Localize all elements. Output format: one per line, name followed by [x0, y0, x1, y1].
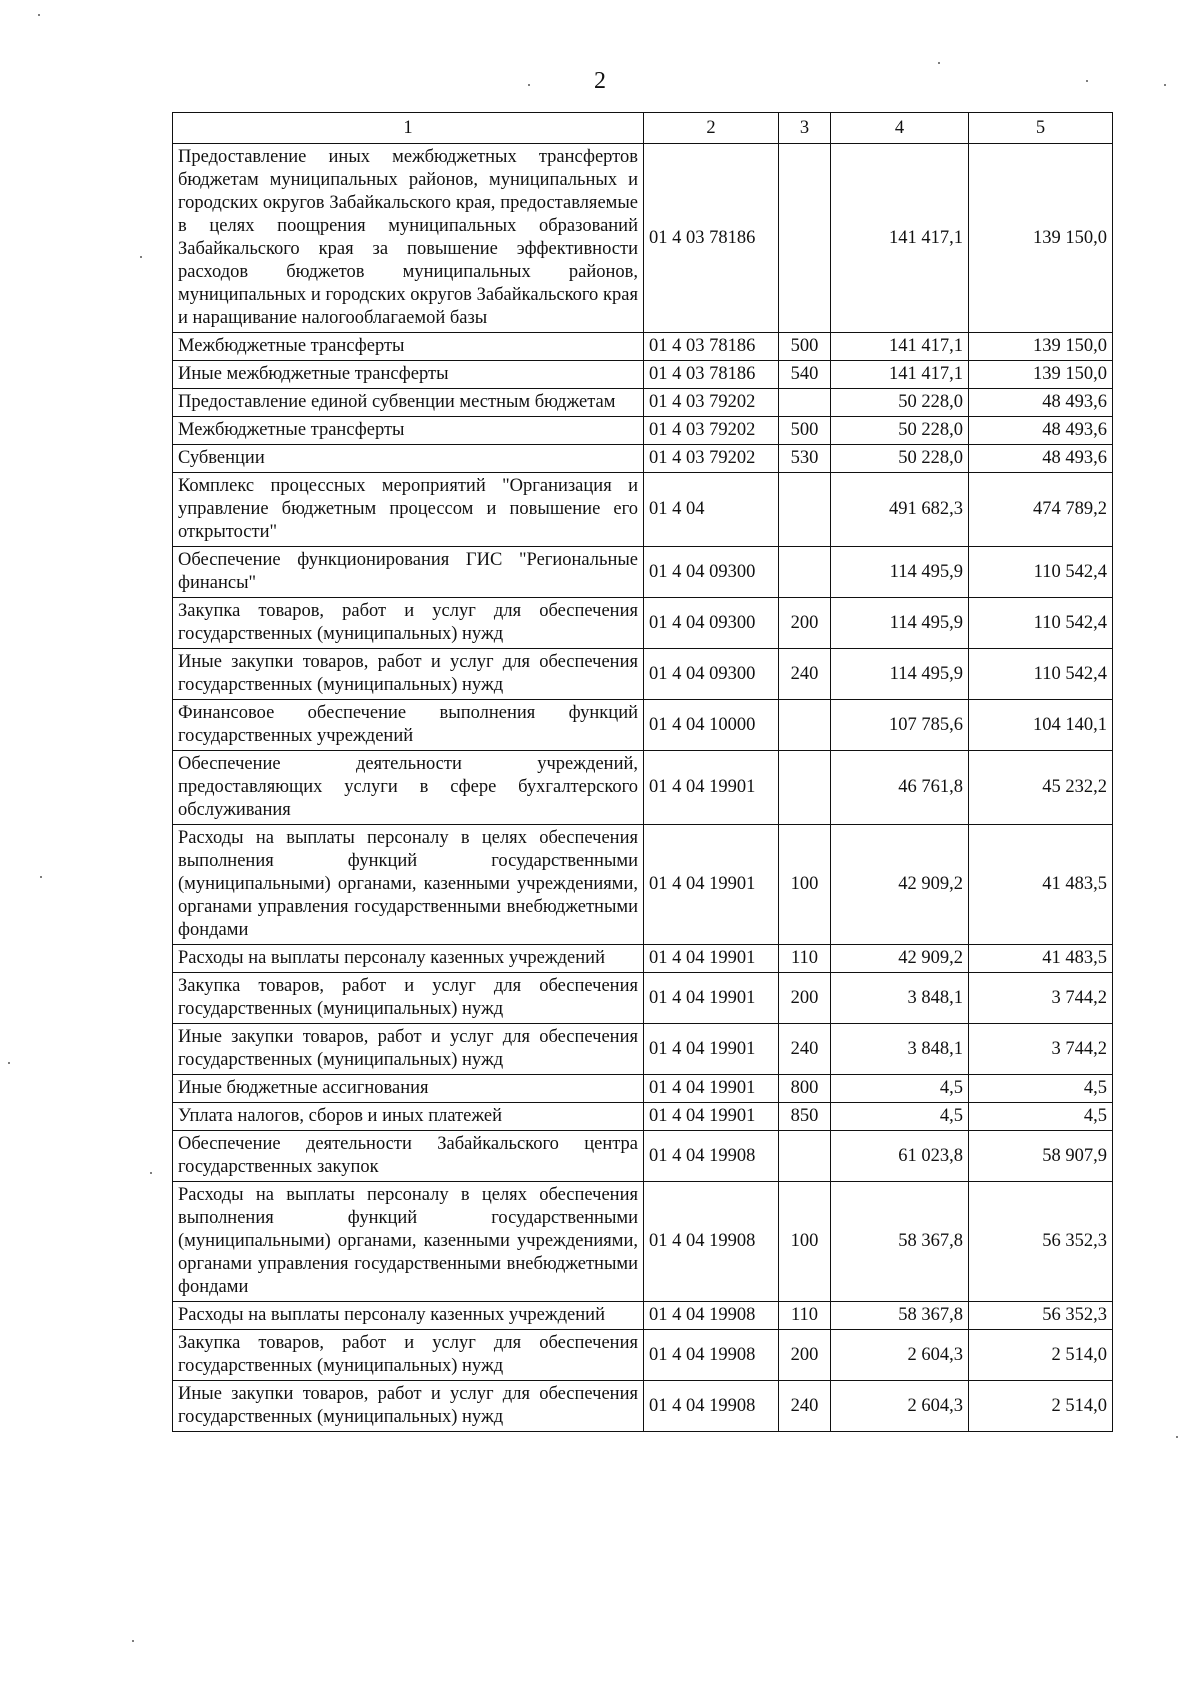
row-expense-type-cell — [779, 144, 831, 333]
row-amount-1-cell: 58 367,8 — [831, 1182, 969, 1302]
row-expense-type-cell: 240 — [779, 1381, 831, 1432]
row-amount-2-cell: 4,5 — [969, 1075, 1113, 1103]
row-expense-type-cell: 500 — [779, 333, 831, 361]
row-expense-type-cell: 100 — [779, 825, 831, 945]
row-amount-1-cell: 42 909,2 — [831, 945, 969, 973]
scan-speck — [38, 14, 40, 16]
row-name-cell: Предоставление иных межбюджетных трансфертов бюджетам муниципальных районов, муниципальных и городских округов Забайкальского края, предоставляемые в целях поощрения муниципальных образований Забайкальского края за повышение эффективности расходов бюджетов муниципальных районов, муниципальных и городских округов Забайкальского края и наращивание налогооблагаемой базы — [173, 144, 644, 333]
row-name-cell: Закупка товаров, работ и услуг для обеспечения государственных (муниципальных) нужд — [173, 1330, 644, 1381]
row-amount-1-cell: 50 228,0 — [831, 389, 969, 417]
row-code-cell: 01 4 04 19908 — [644, 1302, 779, 1330]
row-amount-1-cell: 50 228,0 — [831, 417, 969, 445]
table-row — [173, 1381, 1113, 1432]
row-code-cell: 01 4 03 78186 — [644, 361, 779, 389]
row-amount-1-cell: 3 848,1 — [831, 1024, 969, 1075]
scan-speck — [528, 84, 530, 86]
row-amount-2-cell: 110 542,4 — [969, 649, 1113, 700]
scan-speck — [1164, 84, 1166, 86]
row-amount-1-cell: 58 367,8 — [831, 1302, 969, 1330]
table-row — [173, 751, 1113, 825]
table-row — [173, 700, 1113, 751]
row-name-cell: Расходы на выплаты персоналу в целях обеспечения выполнения функций государственными (муниципальными) органами, казенными учреждениями, органами управления государственными внебюджетными фондами — [173, 1182, 644, 1302]
row-name-cell: Финансовое обеспечение выполнения функций государственных учреждений — [173, 700, 644, 751]
column-header-expense-type: 3 — [779, 113, 831, 144]
row-amount-1-cell: 141 417,1 — [831, 361, 969, 389]
row-code-cell: 01 4 04 — [644, 473, 779, 547]
row-name-cell: Иные бюджетные ассигнования — [173, 1075, 644, 1103]
row-expense-type-cell: 200 — [779, 1330, 831, 1381]
row-expense-type-cell: 240 — [779, 649, 831, 700]
row-expense-type-cell: 110 — [779, 1302, 831, 1330]
row-name-cell: Предоставление единой субвенции местным бюджетам — [173, 389, 644, 417]
row-code-cell: 01 4 03 79202 — [644, 445, 779, 473]
row-expense-type-cell — [779, 700, 831, 751]
row-expense-type-cell: 200 — [779, 973, 831, 1024]
table-row — [173, 945, 1113, 973]
column-header-code: 2 — [644, 113, 779, 144]
column-header-amount-2: 5 — [969, 113, 1113, 144]
table-row — [173, 1182, 1113, 1302]
scan-speck — [132, 1640, 134, 1642]
row-amount-2-cell: 48 493,6 — [969, 389, 1113, 417]
row-amount-1-cell: 141 417,1 — [831, 144, 969, 333]
row-amount-1-cell: 2 604,3 — [831, 1330, 969, 1381]
row-name-cell: Иные закупки товаров, работ и услуг для обеспечения государственных (муниципальных) нужд — [173, 1381, 644, 1432]
row-amount-2-cell: 3 744,2 — [969, 1024, 1113, 1075]
table-row — [173, 825, 1113, 945]
row-expense-type-cell: 110 — [779, 945, 831, 973]
row-name-cell: Расходы на выплаты персоналу в целях обеспечения выполнения функций государственными (муниципальными) органами, казенными учреждениями, органами управления государственными внебюджетными фондами — [173, 825, 644, 945]
row-name-cell: Расходы на выплаты персоналу казенных учреждений — [173, 1302, 644, 1330]
scan-speck — [40, 876, 42, 878]
row-expense-type-cell: 800 — [779, 1075, 831, 1103]
row-amount-2-cell: 56 352,3 — [969, 1302, 1113, 1330]
table-row — [173, 598, 1113, 649]
scan-speck — [140, 256, 142, 258]
row-expense-type-cell: 240 — [779, 1024, 831, 1075]
column-header-name: 1 — [173, 113, 644, 144]
row-amount-2-cell: 104 140,1 — [969, 700, 1113, 751]
row-code-cell: 01 4 03 79202 — [644, 389, 779, 417]
row-code-cell: 01 4 04 19901 — [644, 825, 779, 945]
row-expense-type-cell — [779, 473, 831, 547]
row-expense-type-cell: 100 — [779, 1182, 831, 1302]
row-code-cell: 01 4 04 09300 — [644, 598, 779, 649]
row-code-cell: 01 4 04 19908 — [644, 1182, 779, 1302]
table-row — [173, 1075, 1113, 1103]
row-amount-2-cell: 4,5 — [969, 1103, 1113, 1131]
row-amount-1-cell: 114 495,9 — [831, 649, 969, 700]
row-amount-1-cell: 114 495,9 — [831, 598, 969, 649]
row-code-cell: 01 4 04 19901 — [644, 1024, 779, 1075]
row-code-cell: 01 4 04 19901 — [644, 1103, 779, 1131]
table-row — [173, 473, 1113, 547]
row-name-cell: Межбюджетные трансферты — [173, 417, 644, 445]
row-amount-2-cell: 56 352,3 — [969, 1182, 1113, 1302]
row-amount-2-cell: 45 232,2 — [969, 751, 1113, 825]
row-amount-1-cell: 3 848,1 — [831, 973, 969, 1024]
table-row — [173, 1103, 1113, 1131]
row-name-cell: Закупка товаров, работ и услуг для обеспечения государственных (муниципальных) нужд — [173, 598, 644, 649]
budget-table — [172, 112, 1113, 1432]
row-code-cell: 01 4 04 10000 — [644, 700, 779, 751]
row-amount-2-cell: 139 150,0 — [969, 361, 1113, 389]
row-amount-1-cell: 42 909,2 — [831, 825, 969, 945]
table-row — [173, 1131, 1113, 1182]
table-row — [173, 1330, 1113, 1381]
row-code-cell: 01 4 04 19901 — [644, 945, 779, 973]
table-row — [173, 333, 1113, 361]
row-amount-2-cell: 110 542,4 — [969, 598, 1113, 649]
row-name-cell: Обеспечение функционирования ГИС "Региональные финансы" — [173, 547, 644, 598]
row-amount-2-cell: 2 514,0 — [969, 1381, 1113, 1432]
row-code-cell: 01 4 04 19908 — [644, 1131, 779, 1182]
row-code-cell: 01 4 04 09300 — [644, 547, 779, 598]
row-amount-2-cell: 2 514,0 — [969, 1330, 1113, 1381]
row-amount-1-cell: 50 228,0 — [831, 445, 969, 473]
row-amount-1-cell: 491 682,3 — [831, 473, 969, 547]
row-expense-type-cell — [779, 547, 831, 598]
scan-speck — [1086, 80, 1088, 82]
row-name-cell: Комплекс процессных мероприятий "Организация и управление бюджетным процессом и повышение его открытости" — [173, 473, 644, 547]
row-name-cell: Иные закупки товаров, работ и услуг для обеспечения государственных (муниципальных) нужд — [173, 1024, 644, 1075]
table-header-row — [173, 113, 1113, 144]
scan-speck — [150, 1172, 152, 1174]
table-row — [173, 547, 1113, 598]
row-amount-1-cell: 4,5 — [831, 1075, 969, 1103]
table-body — [173, 144, 1113, 1432]
scan-speck — [1176, 1436, 1178, 1438]
row-name-cell: Иные межбюджетные трансферты — [173, 361, 644, 389]
row-expense-type-cell — [779, 751, 831, 825]
row-amount-1-cell: 61 023,8 — [831, 1131, 969, 1182]
table-row — [173, 1302, 1113, 1330]
row-amount-2-cell: 48 493,6 — [969, 445, 1113, 473]
scan-speck — [938, 62, 940, 64]
row-name-cell: Межбюджетные трансферты — [173, 333, 644, 361]
row-amount-2-cell: 139 150,0 — [969, 333, 1113, 361]
row-amount-2-cell: 41 483,5 — [969, 825, 1113, 945]
row-expense-type-cell: 850 — [779, 1103, 831, 1131]
row-amount-2-cell: 139 150,0 — [969, 144, 1113, 333]
page-number: 2 — [594, 68, 606, 94]
row-code-cell: 01 4 03 79202 — [644, 417, 779, 445]
row-expense-type-cell: 530 — [779, 445, 831, 473]
row-name-cell: Расходы на выплаты персоналу казенных учреждений — [173, 945, 644, 973]
row-amount-1-cell: 107 785,6 — [831, 700, 969, 751]
row-amount-2-cell: 474 789,2 — [969, 473, 1113, 547]
row-code-cell: 01 4 04 19908 — [644, 1330, 779, 1381]
row-code-cell: 01 4 04 19901 — [644, 973, 779, 1024]
row-amount-1-cell: 2 604,3 — [831, 1381, 969, 1432]
row-name-cell: Обеспечение деятельности учреждений, предоставляющих услуги в сфере бухгалтерского обслуживания — [173, 751, 644, 825]
row-expense-type-cell: 200 — [779, 598, 831, 649]
row-name-cell: Обеспечение деятельности Забайкальского центра государственных закупок — [173, 1131, 644, 1182]
table-row — [173, 389, 1113, 417]
row-code-cell: 01 4 03 78186 — [644, 144, 779, 333]
row-amount-2-cell: 110 542,4 — [969, 547, 1113, 598]
scan-speck — [8, 1062, 10, 1064]
table-row — [173, 417, 1113, 445]
row-expense-type-cell — [779, 1131, 831, 1182]
row-amount-2-cell: 48 493,6 — [969, 417, 1113, 445]
row-code-cell: 01 4 04 19901 — [644, 1075, 779, 1103]
row-code-cell: 01 4 03 78186 — [644, 333, 779, 361]
row-amount-1-cell: 46 761,8 — [831, 751, 969, 825]
row-code-cell: 01 4 04 19908 — [644, 1381, 779, 1432]
table-row — [173, 1024, 1113, 1075]
table-row — [173, 361, 1113, 389]
row-expense-type-cell — [779, 389, 831, 417]
row-amount-2-cell: 3 744,2 — [969, 973, 1113, 1024]
row-code-cell: 01 4 04 19901 — [644, 751, 779, 825]
table-row — [173, 445, 1113, 473]
row-code-cell: 01 4 04 09300 — [644, 649, 779, 700]
column-header-amount-1: 4 — [831, 113, 969, 144]
table-row — [173, 649, 1113, 700]
row-amount-1-cell: 114 495,9 — [831, 547, 969, 598]
row-expense-type-cell: 540 — [779, 361, 831, 389]
row-name-cell: Уплата налогов, сборов и иных платежей — [173, 1103, 644, 1131]
row-name-cell: Субвенции — [173, 445, 644, 473]
table-row — [173, 973, 1113, 1024]
row-name-cell: Иные закупки товаров, работ и услуг для обеспечения государственных (муниципальных) нужд — [173, 649, 644, 700]
row-name-cell: Закупка товаров, работ и услуг для обеспечения государственных (муниципальных) нужд — [173, 973, 644, 1024]
row-expense-type-cell: 500 — [779, 417, 831, 445]
row-amount-2-cell: 41 483,5 — [969, 945, 1113, 973]
row-amount-1-cell: 141 417,1 — [831, 333, 969, 361]
row-amount-1-cell: 4,5 — [831, 1103, 969, 1131]
row-amount-2-cell: 58 907,9 — [969, 1131, 1113, 1182]
table-row — [173, 144, 1113, 333]
